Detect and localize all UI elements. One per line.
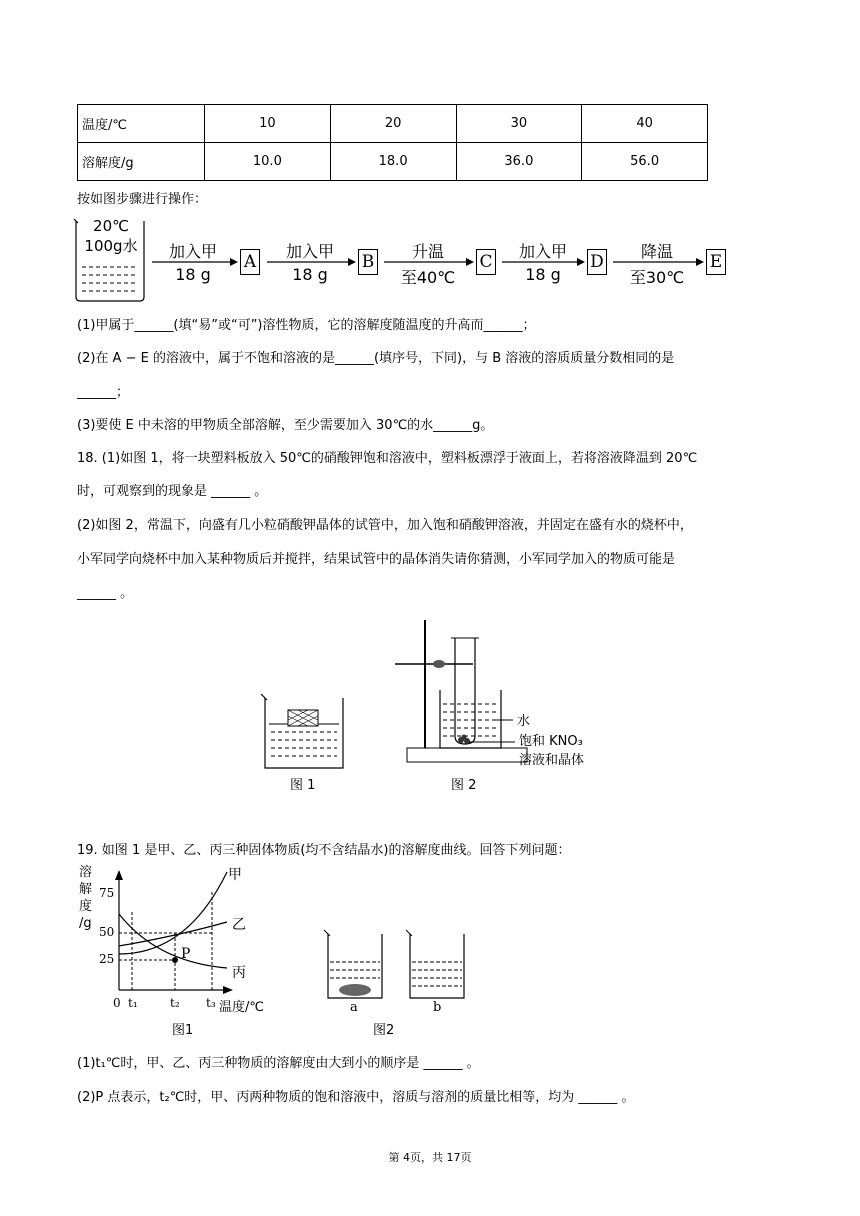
- step-4-top: 加入甲: [518, 242, 567, 261]
- chart-xlabel: 温度/℃: [219, 1000, 264, 1015]
- ytick-50: 50: [99, 925, 115, 939]
- q18-line3: (2)如图 2，常温下，向盛有几小粒硝酸钾晶体的试管中，加入饱和硝酸钾溶液，并固定在盛有水的烧杯中，: [77, 518, 693, 533]
- table-cell: 温度/℃: [78, 105, 205, 143]
- step-3-top: 升温: [411, 242, 444, 261]
- table-row: [78, 105, 708, 143]
- curve-label-yi: 乙: [232, 917, 246, 933]
- table-cell: 10: [205, 105, 331, 143]
- process-flow-diagram: [72, 215, 752, 305]
- table-cell: 36.0: [456, 143, 582, 181]
- beaker-b-label: b: [433, 1000, 442, 1015]
- q19-question2: (2)P 点表示，t₂℃时，甲、丙两种物质的饱和溶液中，溶质与溶剂的质量比相等，均为 ______ 。: [77, 1090, 635, 1105]
- step-3-bottom: 至40℃: [400, 268, 456, 287]
- label-saturated: 饱和 KNO₃: [519, 734, 583, 749]
- step-4-bottom: 18 g: [525, 265, 561, 284]
- fig1-caption: 图 1: [290, 778, 316, 793]
- q18-figure-drawing: [255, 608, 615, 798]
- chart-ylabel: [79, 864, 95, 932]
- table-cell: 18.0: [330, 143, 456, 181]
- table-cell: 30: [456, 105, 582, 143]
- solubility-table: [77, 104, 708, 181]
- q18-line4: 小军同学向烧杯中加入某种物质后并搅拌，结果试管中的晶体消失请你猜测，小军同学加入的物质可能是: [77, 552, 676, 567]
- step-1-bottom: 18 g: [175, 265, 211, 284]
- q19-beakers: [320, 926, 480, 1038]
- ylabel-char: 解: [79, 882, 93, 897]
- box-b: B: [358, 249, 378, 275]
- box-d: D: [587, 249, 607, 275]
- step-2-top: 加入甲: [285, 242, 334, 261]
- beaker-water: 100g水: [84, 237, 138, 255]
- q18-figures: [255, 608, 615, 798]
- table-cell: 40: [582, 105, 708, 143]
- point-p-label: P: [181, 946, 191, 962]
- step-5-top: 降温: [640, 242, 673, 261]
- q17-part3: (3)要使 E 中未溶的甲物质全部溶解，至少需要加入 30℃的水______g。: [77, 418, 494, 433]
- curve-label-bing: 丙: [232, 965, 246, 981]
- table-cell: 10.0: [205, 143, 331, 181]
- table-cell: 溶解度/g: [78, 143, 205, 181]
- ytick-25: 25: [99, 952, 115, 966]
- label-solution: 溶液和晶体: [519, 753, 585, 768]
- beaker-a-label: a: [350, 1000, 358, 1015]
- q17-part2: (2)在 A − E 的溶液中，属于不饱和溶液的是______(填序号，下同)，与 B 溶液的溶质质量分数相同的是: [77, 351, 675, 366]
- intro-text: 按如图步骤进行操作：: [77, 192, 208, 207]
- page-footer: 第 4页，共 17页: [388, 1151, 472, 1164]
- fig2-caption: 图 2: [451, 778, 477, 793]
- xtick-t2: t₂: [170, 996, 180, 1010]
- table-cell: 56.0: [582, 143, 708, 181]
- q17-part1: (1)甲属于______(填“易”或“可”)溶性物质，它的溶解度随温度的升高而______；: [77, 318, 536, 333]
- q18-line5: ______ 。: [77, 586, 134, 601]
- step-2-bottom: 18 g: [292, 265, 328, 284]
- fig1-caption-q19: 图1: [172, 1023, 194, 1038]
- q18-line1: 18. (1)如图 1，将一块塑料板放入 50℃的硝酸钾饱和溶液中，塑料板漂浮于液面上，若将溶液降温到 20℃: [77, 451, 698, 466]
- xtick-t1: t₁: [128, 996, 138, 1010]
- q19-line1: 19. 如图 1 是甲、乙、丙三种固体物质(均不含结晶水)的溶解度曲线。回答下列问题：: [77, 843, 571, 858]
- curve-label-jia: 甲: [228, 867, 242, 883]
- ylabel-char: 度: [79, 899, 93, 914]
- table-row: [78, 143, 708, 181]
- fig2-caption-q19: 图2: [373, 1023, 395, 1038]
- box-e: E: [706, 249, 726, 275]
- box-a: A: [240, 249, 260, 275]
- ylabel-char: 溶: [79, 865, 93, 880]
- step-5-bottom: 至30℃: [629, 268, 685, 287]
- q18-line2: 时，可观察到的现象是 ______ 。: [77, 484, 268, 499]
- box-c: C: [476, 249, 496, 275]
- q17-part2-cont: ______；: [77, 385, 130, 400]
- solubility-curve-chart: [77, 862, 277, 1042]
- step-1-top: 加入甲: [168, 242, 217, 261]
- q19-question1: (1)t₁℃时，甲、乙、丙三种物质的溶解度由大到小的顺序是 ______ 。: [77, 1056, 480, 1071]
- xtick-t3: t₃: [206, 996, 216, 1010]
- beaker-temp: 20℃: [93, 217, 129, 235]
- ytick-75: 75: [99, 886, 115, 900]
- ylabel-char: /g: [79, 916, 92, 931]
- label-water: 水: [517, 714, 531, 729]
- ytick-0: 0: [113, 996, 121, 1010]
- table-cell: 20: [330, 105, 456, 143]
- beaker-drawing: [320, 926, 480, 1006]
